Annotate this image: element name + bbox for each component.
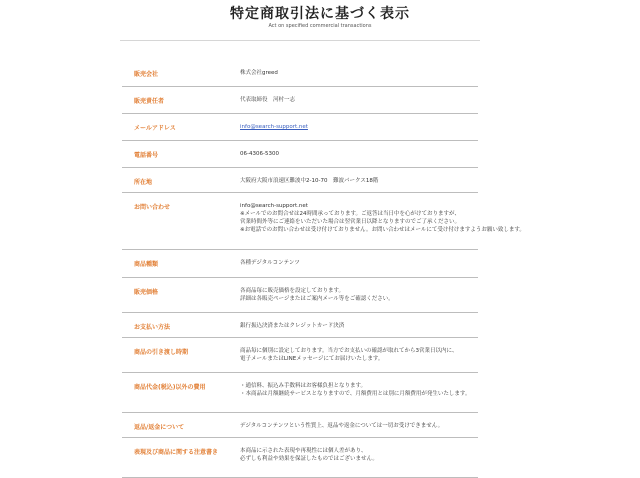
- table-row: [122, 87, 478, 114]
- row-value: [240, 382, 475, 398]
- row-value: [240, 347, 475, 363]
- row-value: [240, 96, 475, 104]
- row-value-line: 詳細は各販売ページまたはご案内メール等をご確認ください。: [240, 296, 394, 302]
- row-value-line: 本商品に示された表現や再現性には個人差があり、: [240, 448, 367, 454]
- row-value-line: ※メールでのお問合せは24時間承っております。ご返答は当日中を心がけておりますが、: [240, 211, 461, 217]
- page-title: 特定商取引法に基づく表示: [230, 6, 410, 22]
- table-row: [122, 60, 478, 87]
- table-row: [122, 338, 478, 373]
- row-value-line: 営業時間外等にご連絡をいただいた場合は翌営業日以降となりますのでご了承ください。: [240, 219, 461, 225]
- row-value: [240, 123, 475, 131]
- row-value-line: デジタルコンテンツという性質上、返品や返金については一切お受けできません。: [240, 423, 444, 429]
- row-value-line: 商品毎に個別に設定しております。当方でお支払いの確認が取れてから3営業日以内に、: [240, 348, 458, 354]
- table-row: [122, 114, 478, 141]
- page-header: [0, 0, 640, 29]
- table-row: [122, 313, 478, 338]
- row-value: [240, 259, 475, 267]
- row-value: [240, 69, 475, 77]
- row-label: お問い合わせ: [134, 204, 171, 211]
- row-label: メールアドレス: [134, 125, 176, 132]
- row-label: 販売価格: [134, 289, 159, 296]
- row-value-line: ・通信料、振込み手数料はお客様負担となります。: [240, 383, 367, 389]
- row-value: [240, 202, 525, 234]
- row-value-line: 銀行振込決済またはクレジットカード決済: [240, 323, 345, 329]
- header-divider: [120, 40, 480, 41]
- row-value: [240, 287, 475, 303]
- row-value: [240, 322, 475, 330]
- row-label: 所在地: [134, 179, 153, 186]
- table-row: [122, 278, 478, 313]
- row-label: 商品の引き渡し時期: [134, 349, 189, 356]
- row-value-line: 電子メールまたはLINEメッセージにてお届けいたします。: [240, 356, 384, 362]
- row-value-line: ※お電話でのお問い合わせは受け付けておりません。お問い合わせはメールにて受け付けますようお願い致します。: [240, 227, 525, 233]
- row-label: 電話番号: [134, 152, 159, 159]
- row-value-line: ・本商品は月額継続サービスとなりますので、月額費用とは別に月額費用が発生いたします。: [240, 391, 471, 397]
- row-label: 販売責任者: [134, 98, 165, 105]
- row-label: 商品種類: [134, 261, 159, 268]
- row-value-line: 06-4306-5300: [240, 151, 279, 157]
- row-label: 表現及び商品に関する注意書き: [134, 449, 219, 456]
- row-value-line: 大阪府大阪市浪速区難波中2-10-70 難波パークス18階: [240, 178, 379, 184]
- row-value: [240, 150, 475, 158]
- table-row: [122, 141, 478, 168]
- table-row: [122, 168, 478, 193]
- row-value-line: 必ずしも利益や効果を保証したものではございません。: [240, 456, 378, 462]
- row-value-line: 各種デジタルコンテンツ: [240, 260, 300, 266]
- row-value-line: 代表取締役 河村一志: [240, 97, 296, 103]
- table-row: [122, 438, 478, 478]
- row-label: お支払い方法: [134, 324, 171, 331]
- row-label: 返品/返金について: [134, 424, 185, 431]
- row-value: [240, 177, 475, 185]
- row-value: [240, 447, 475, 463]
- table-row: [122, 193, 525, 250]
- row-value-line: 株式会社greed: [240, 70, 278, 76]
- table-row: [122, 413, 478, 438]
- row-label: 商品代金(税込)以外の費用: [134, 384, 206, 391]
- row-value: [240, 422, 475, 430]
- table-row: [122, 250, 478, 278]
- row-label: 販売会社: [134, 71, 159, 78]
- table-row: [122, 373, 478, 413]
- row-value-line: 各商品毎に販売価格を設定しております。: [240, 288, 345, 294]
- row-value-line: info@search-support.net: [240, 203, 308, 209]
- commercial-transactions-table: [122, 60, 525, 478]
- page-subtitle: Act on specified commercial transactions: [268, 23, 372, 29]
- email-link[interactable]: info@search-support.net: [240, 124, 308, 130]
